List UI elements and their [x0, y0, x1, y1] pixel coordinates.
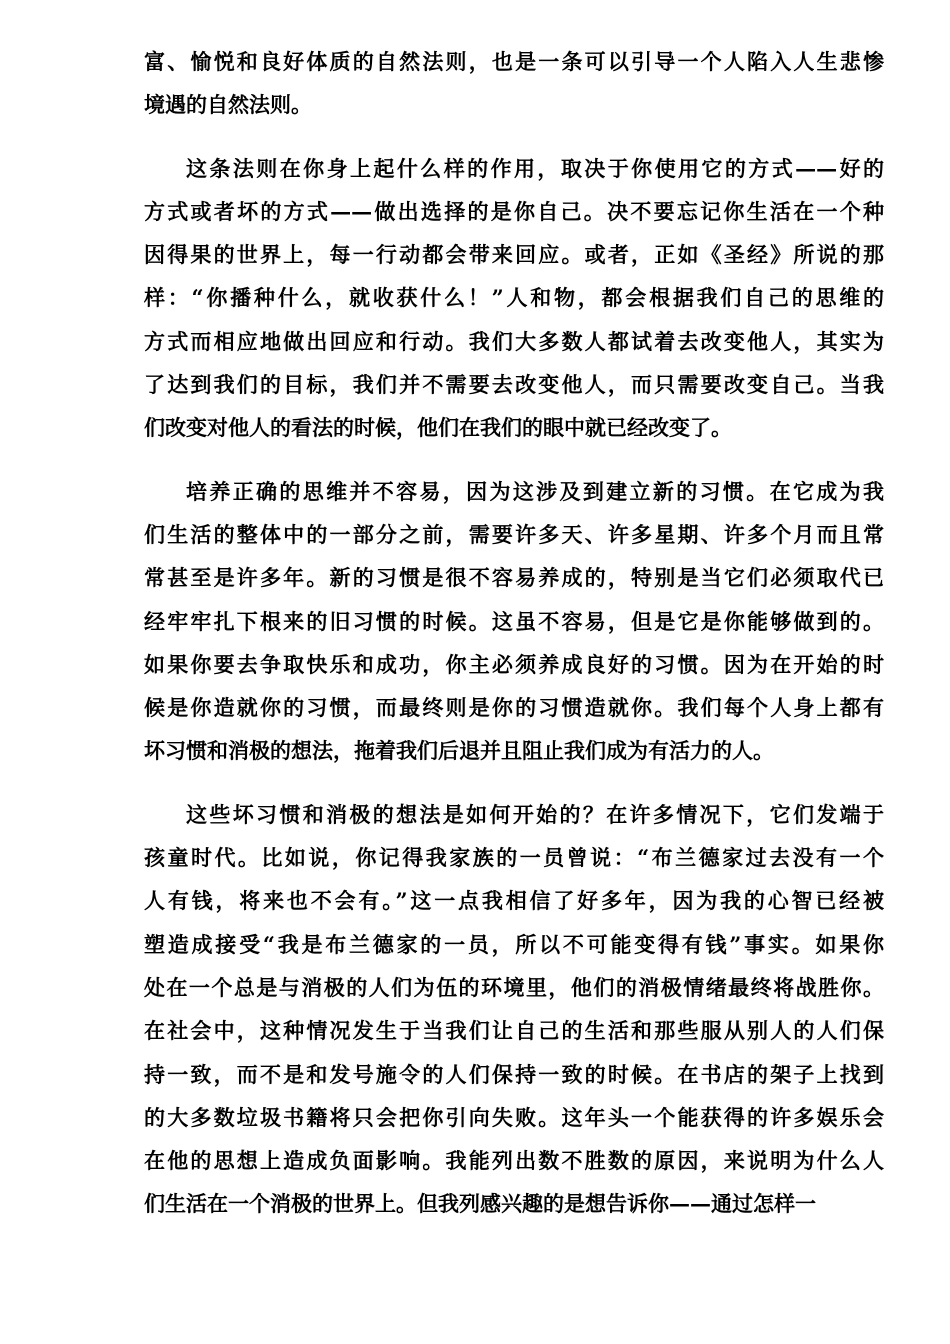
text-line: 孩童时代。比如说，你记得我家族的一员曾说：“布兰德家过去没有一个 [144, 845, 884, 871]
text-line: 在他的思想上造成负面影响。我能列出数不胜数的原因，来说明为什么人 [144, 1148, 884, 1174]
text-line: 处在一个总是与消极的人们为伍的环境里，他们的消极情绪最终将战胜你。 [144, 974, 884, 1000]
text-line: 们生活的整体中的一部分之前，需要许多天、许多星期、许多个月而且常 [144, 521, 884, 547]
text-line: 坏习惯和消极的想法，拖着我们后退并且阻止我们成为有活力的人。 [144, 738, 774, 764]
text-line: 境遇的自然法则。 [144, 92, 312, 118]
text-line: 富、愉悦和良好体质的自然法则，也是一条可以引导一个人陷入人生悲惨 [144, 49, 884, 74]
text-line: 们生活在一个消极的世界上。但我列感兴趣的是想告诉你——通过怎样一 [144, 1191, 816, 1217]
paragraph [144, 40, 884, 127]
text-line: 常甚至是许多年。新的习惯是很不容易养成的，特别是当它们必须取代已 [144, 565, 884, 591]
text-line: 因得果的世界上，每一行动都会带来回应。或者，正如《圣经》所说的那 [144, 242, 884, 268]
paragraph [144, 147, 884, 450]
text-line: 这些坏习惯和消极的想法是如何开始的？在许多情况下，它们发端于 [186, 801, 884, 827]
text-line: 候是你造就你的习惯，而最终则是你的习惯造就你。我们每个人身上都有 [144, 695, 884, 721]
text-line: 这条法则在你身上起什么样的作用，取决于你使用它的方式——好的 [186, 155, 884, 181]
text-line: 塑造成接受“我是布兰德家的一员，所以不可能变得有钱”事实。如果你 [144, 931, 884, 957]
paragraph [144, 470, 884, 773]
paragraph [144, 793, 884, 1226]
text-line: 人有钱，将来也不会有。”这一点我相信了好多年，因为我的心智已经被 [144, 888, 884, 914]
text-line: 培养正确的思维并不容易，因为这涉及到建立新的习惯。在它成为我 [186, 478, 884, 504]
document-body [144, 40, 884, 1226]
text-line: 持一致，而不是和发号施令的人们保持一致的时候。在书店的架子上找到 [144, 1061, 884, 1087]
text-line: 的大多数垃圾书籍将只会把你引向失败。这年头一个能获得的许多娱乐会 [144, 1104, 884, 1130]
text-line: 如果你要去争取快乐和成功，你主必须养成良好的习惯。因为在开始的时 [144, 651, 884, 677]
text-line: 们改变对他人的看法的时候，他们在我们的眼中就已经改变了。 [144, 415, 732, 441]
text-line: 经牢牢扎下根来的旧习惯的时候。这虽不容易，但是它是你能够做到的。 [144, 608, 884, 634]
text-line: 方式或者坏的方式——做出选择的是你自己。决不要忘记你生活在一个种 [144, 198, 884, 224]
text-line: 在社会中，这种情况发生于当我们让自己的生活和那些服从别人的人们保 [144, 1018, 884, 1044]
text-line: 样：“你播种什么，就收获什么！”人和物，都会根据我们自己的思维的 [144, 285, 884, 311]
text-line: 了达到我们的目标，我们并不需要去改变他人，而只需要改变自己。当我 [144, 372, 884, 398]
text-line: 方式而相应地做出回应和行动。我们大多数人都试着去改变他人，其实为 [144, 328, 884, 354]
